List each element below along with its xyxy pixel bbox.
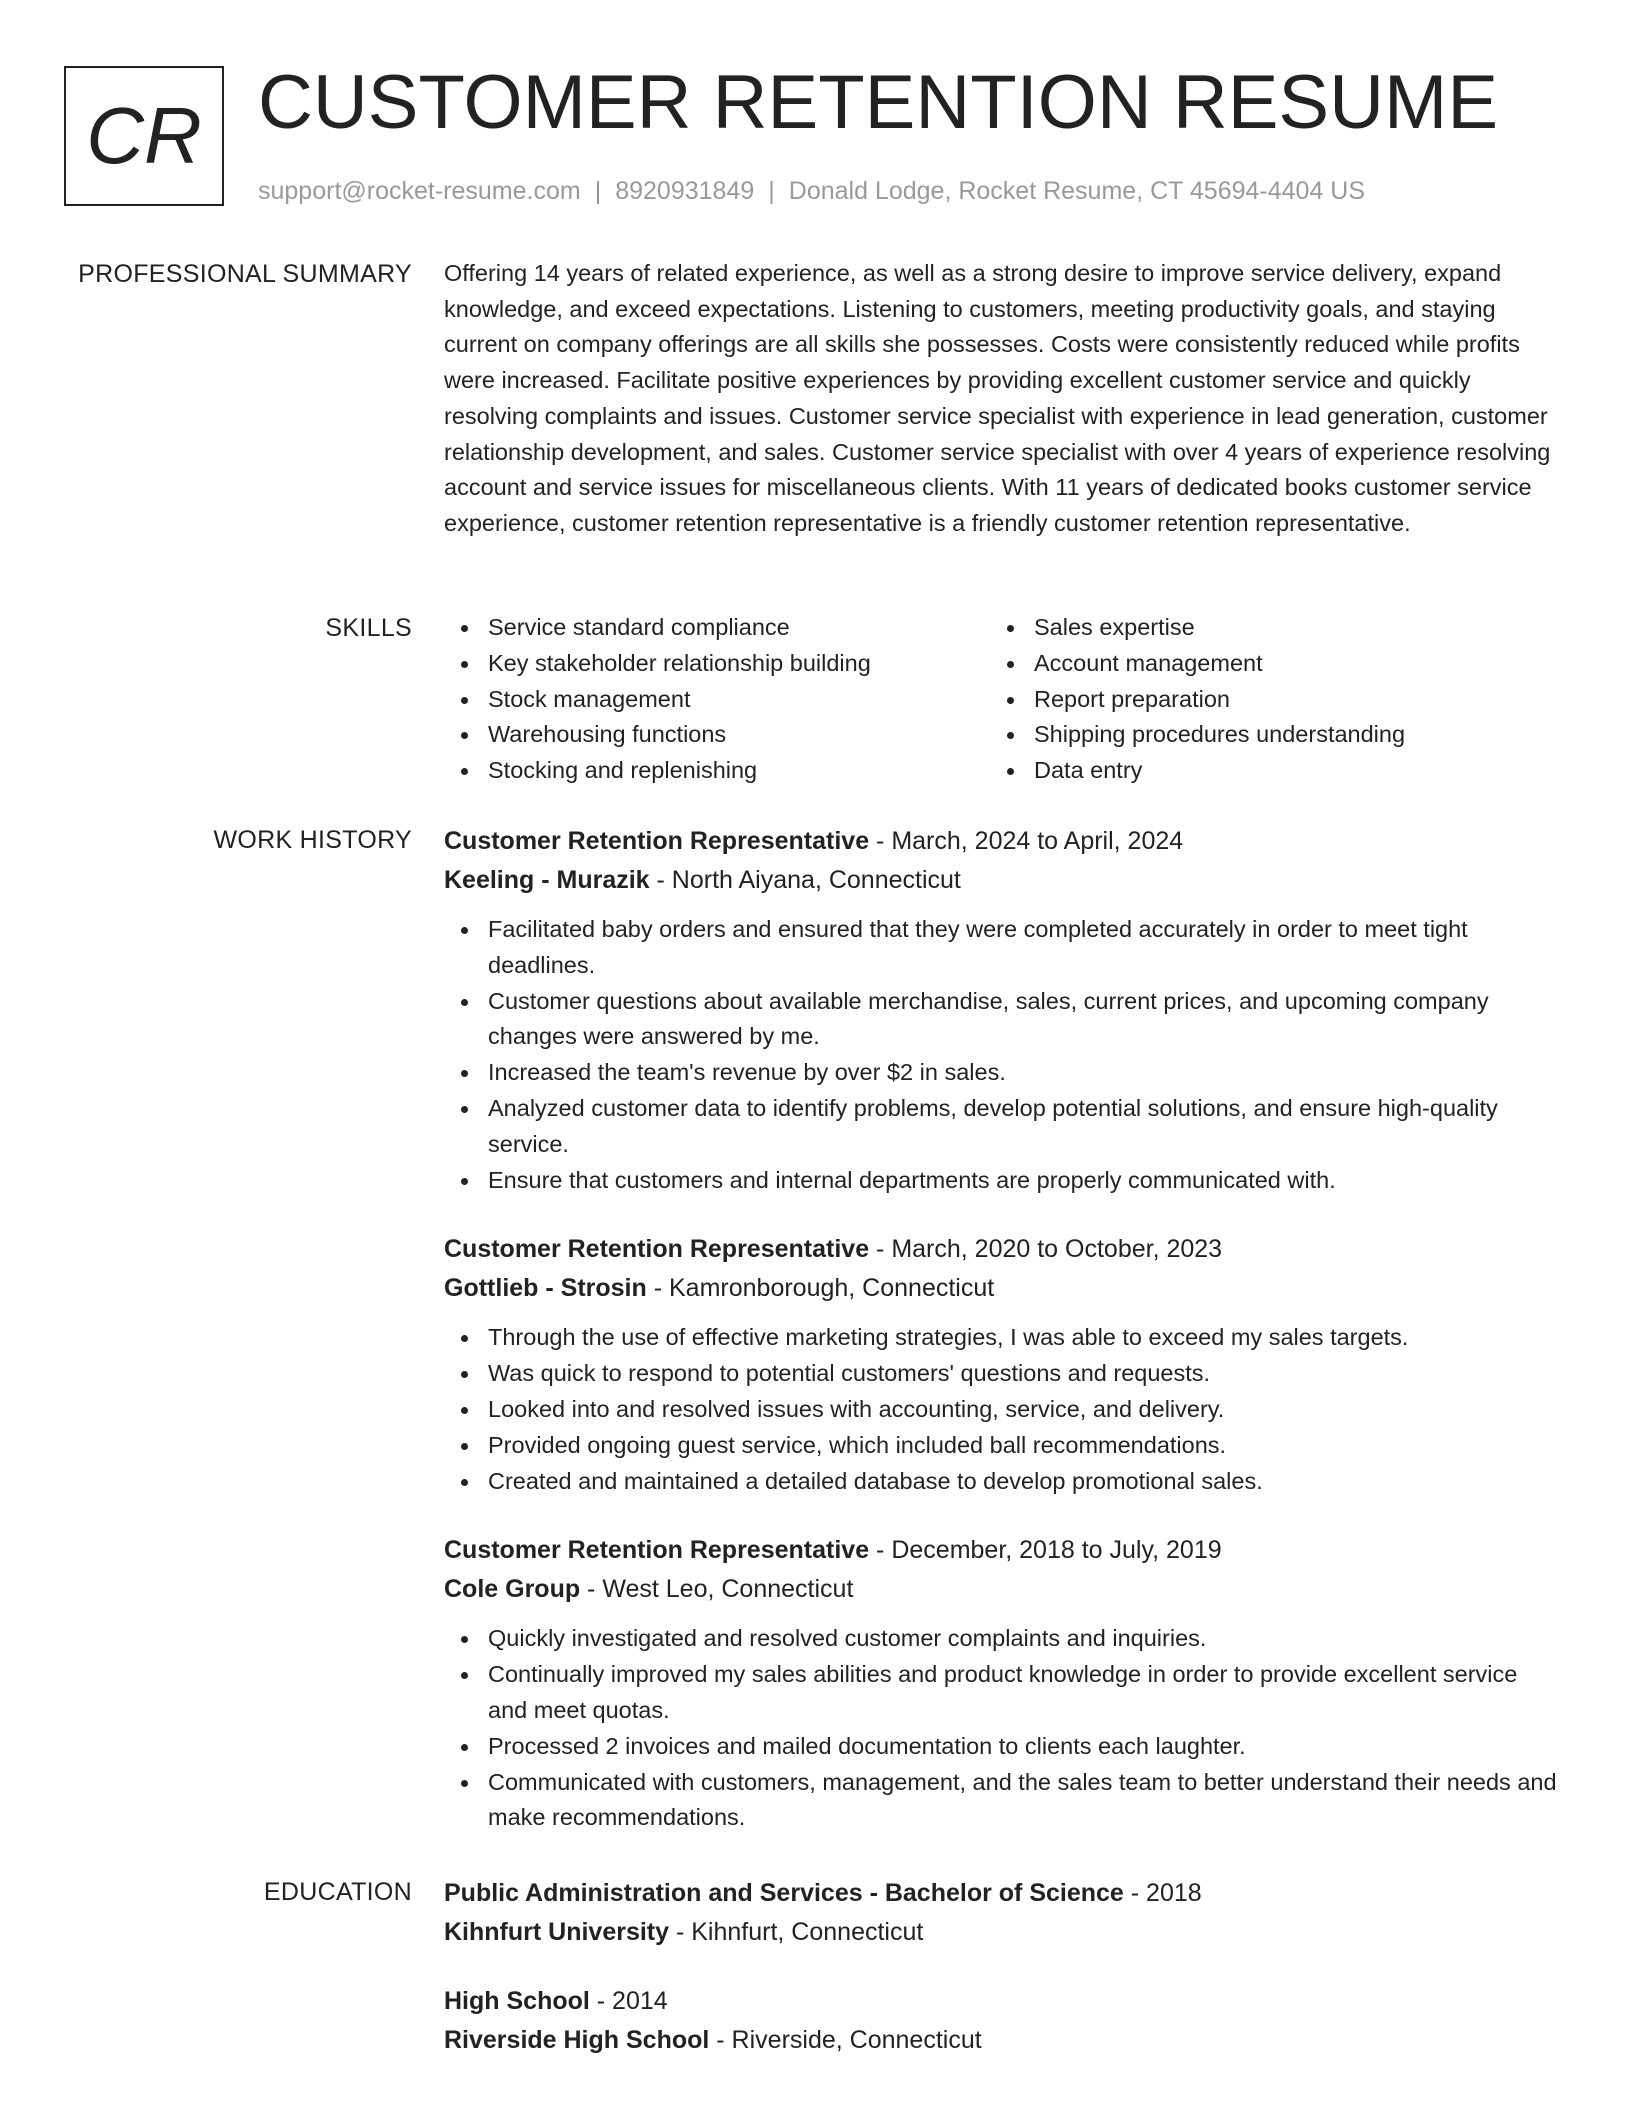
job-location: - West Leo, Connecticut xyxy=(580,1575,854,1604)
job-company: Gottlieb - Strosin xyxy=(444,1274,647,1303)
education-entry xyxy=(444,1982,1560,2060)
job-title: Customer Retention Representative xyxy=(444,1235,870,1264)
job-bullet: Continually improved my sales abilities and product knowledge in order to provide excellent service and meet quotas. xyxy=(488,1657,1560,1729)
job-bullet: Quickly investigated and resolved customer complaints and inquiries. xyxy=(488,1621,1560,1657)
contact-line xyxy=(258,174,1365,208)
job-bullet: Communicated with customers, management, and the sales team to better understand their needs and make recommendations. xyxy=(488,1765,1560,1837)
job-bullet: Created and maintained a detailed database to develop promotional sales. xyxy=(488,1464,1560,1500)
education-year: - 2014 xyxy=(589,1987,668,2015)
job-entry xyxy=(444,822,1560,1198)
job-company: Keeling - Murazik xyxy=(444,866,650,894)
job-location: - Kamronborough, Connecticut xyxy=(646,1274,995,1303)
skill-item: Shipping procedures understanding xyxy=(1034,717,1536,753)
education-degree: High School xyxy=(444,1987,590,2015)
job-title: Customer Retention Representative xyxy=(444,827,870,855)
job-bullet: Ensure that customers and internal departments are properly communicated with. xyxy=(488,1163,1560,1199)
skill-item: Stocking and replenishing xyxy=(488,753,990,789)
contact-email: support@rocket-resume.com xyxy=(258,177,581,205)
skill-item: Warehousing functions xyxy=(488,717,990,753)
contact-separator: | xyxy=(768,177,775,205)
education-entry xyxy=(444,1874,1560,1952)
job-location: - North Aiyana, Connecticut xyxy=(649,866,961,894)
job-bullets xyxy=(444,1320,1560,1499)
contact-separator: | xyxy=(594,177,602,205)
skills-list xyxy=(444,610,1560,789)
skill-item: Report preparation xyxy=(1034,682,1536,718)
job-bullet: Through the use of effective marketing strategies, I was able to exceed my sales targets. xyxy=(488,1320,1560,1356)
job-bullet: Provided ongoing guest service, which included ball recommendations. xyxy=(488,1428,1560,1464)
skill-item: Service standard compliance xyxy=(488,610,990,646)
skill-item: Data entry xyxy=(1034,753,1536,789)
job-bullet: Increased the team's revenue by over $2 in sales. xyxy=(488,1055,1560,1091)
summary-label: PROFESSIONAL SUMMARY xyxy=(78,260,412,288)
job-bullets xyxy=(444,912,1560,1198)
education-location: - Riverside, Connecticut xyxy=(709,2026,982,2054)
job-bullets xyxy=(444,1621,1560,1836)
job-entry xyxy=(444,1230,1560,1499)
skill-item: Account management xyxy=(1034,646,1536,682)
skill-item: Sales expertise xyxy=(1034,610,1536,646)
education-location: - Kihnfurt, Connecticut xyxy=(669,1918,924,1946)
monogram-initials: CR xyxy=(86,91,202,180)
skill-item: Stock management xyxy=(488,682,990,718)
education-school: Riverside High School xyxy=(444,2026,710,2054)
job-title: Customer Retention Representative xyxy=(444,1536,870,1565)
resume-title: CUSTOMER RETENTION RESUME xyxy=(258,60,1499,145)
job-bullet: Customer questions about available merchandise, sales, current prices, and upcoming company changes were answered by me. xyxy=(488,984,1560,1056)
job-bullet: Processed 2 invoices and mailed documentation to clients each laughter. xyxy=(488,1729,1560,1765)
education-degree: Public Administration and Services - Bachelor of Science xyxy=(444,1879,1124,1907)
skills-label: SKILLS xyxy=(325,614,412,642)
job-dates: - December, 2018 to July, 2019 xyxy=(869,1536,1222,1565)
job-bullet: Facilitated baby orders and ensured that they were completed accurately in order to meet tight deadlines. xyxy=(488,912,1560,984)
job-company: Cole Group xyxy=(444,1575,581,1604)
education-school: Kihnfurt University xyxy=(444,1918,670,1946)
job-entry xyxy=(444,1531,1560,1836)
contact-phone: 8920931849 xyxy=(615,177,755,205)
education-label: EDUCATION xyxy=(263,1878,412,1906)
work-history-label: WORK HISTORY xyxy=(213,826,412,854)
job-bullet: Was quick to respond to potential customers' questions and requests. xyxy=(488,1356,1560,1392)
contact-address: Donald Lodge, Rocket Resume, CT 45694-4404 US xyxy=(788,177,1366,205)
job-bullet: Analyzed customer data to identify problems, develop potential solutions, and ensure high-quality service. xyxy=(488,1091,1560,1163)
job-dates: - March, 2020 to October, 2023 xyxy=(869,1235,1223,1264)
job-bullet: Looked into and resolved issues with accounting, service, and delivery. xyxy=(488,1392,1560,1428)
skills-column-right xyxy=(990,610,1536,789)
monogram-box xyxy=(64,66,224,206)
job-dates: - March, 2024 to April, 2024 xyxy=(869,827,1184,855)
skill-item: Key stakeholder relationship building xyxy=(488,646,990,682)
summary-text: Offering 14 years of related experience, as well as a strong desire to improve service delivery, expand knowledge, and exceed expectations. Listening to customers, meeting productivity goals, and staying current on company offerings are all skills she possesses. Costs were consistently reduced while profits were increased. Facilitate positive experiences by providing excellent customer service and quickly resolving complaints and issues. Customer service specialist with experience in lead generation, customer relationship development, and sales. Customer service specialist with over 4 years of experience resolving account and service issues for miscellaneous clients. With 11 years of dedicated books customer service experience, customer retention representative is a friendly customer retention representative. xyxy=(444,260,1551,536)
skills-column-left xyxy=(444,610,990,789)
education-year: - 2018 xyxy=(1123,1879,1202,1907)
